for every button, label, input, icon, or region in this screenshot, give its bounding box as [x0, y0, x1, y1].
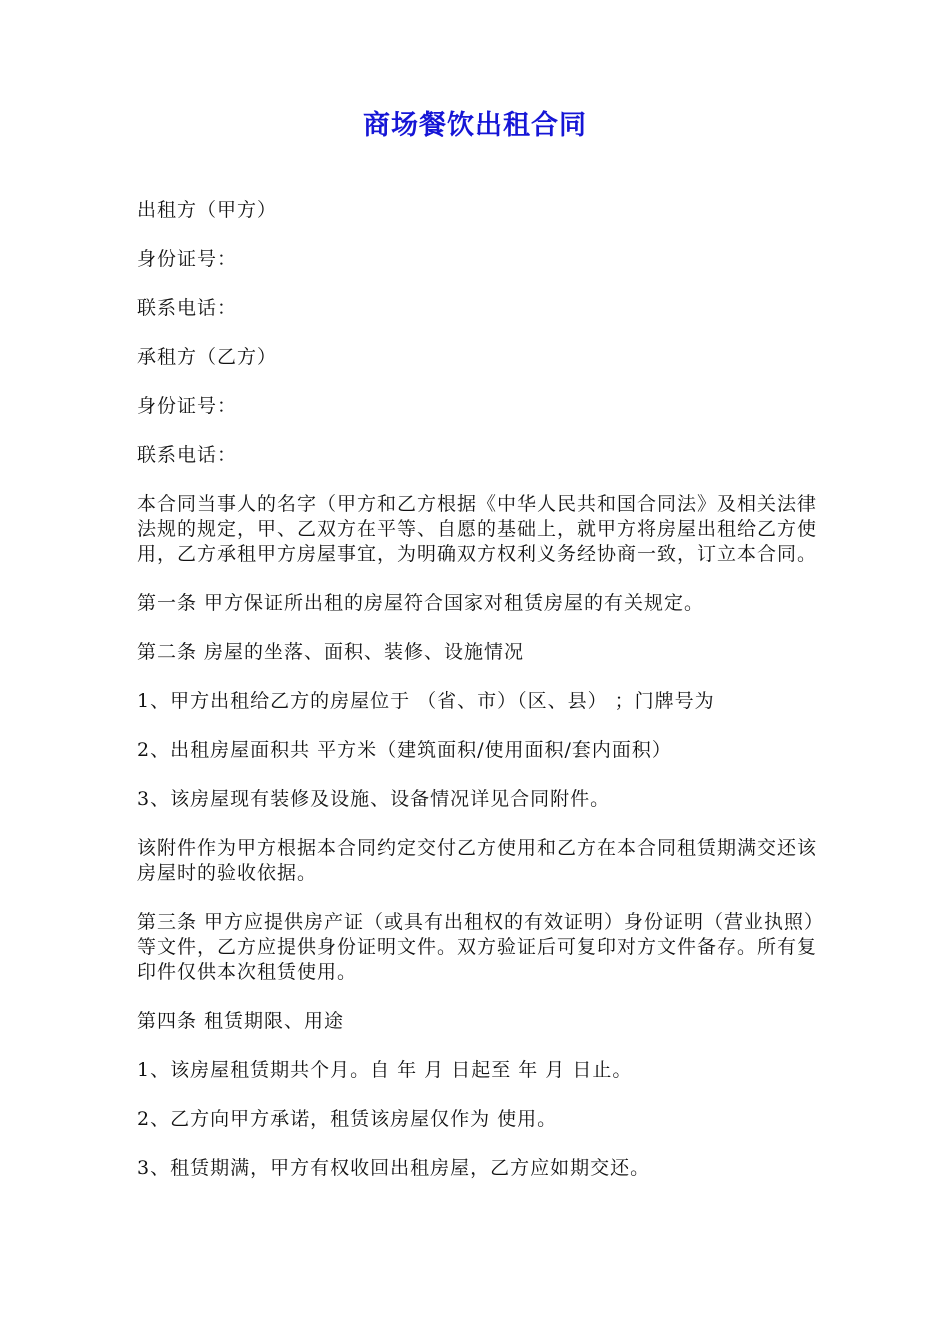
lessor-label: 出租方（甲方） — [137, 199, 278, 221]
article-2-heading: 第二条 房屋的坐落、面积、装修、设施情况 — [137, 641, 525, 663]
article-2-item-3: 3、该房屋现有装修及设施、设备情况详见合同附件。 — [137, 788, 611, 810]
article-4-item-2: 2、乙方向甲方承诺，租赁该房屋仅作为 使用。 — [137, 1108, 558, 1130]
article-2-item-1: 1、甲方出租给乙方的房屋位于 （省、市）（区、县） ；门牌号为 — [137, 690, 715, 712]
article-3: 第三条 甲方应提供房产证（或具有出租权的有效证明）身份证明（营业执照）等文件，乙方应提供身份证明文件。双方验证后可复印对方文件备存。所有复印件仅供本次租赁使用。 — [137, 911, 818, 983]
lessor-phone: 联系电话： — [137, 297, 238, 319]
article-2-item-2: 2、出租房屋面积共 平方米（建筑面积/使用面积/套内面积） — [137, 739, 672, 761]
attachment-note: 该附件作为甲方根据本合同约定交付乙方使用和乙方在本合同租赁期满交还该房屋时的验收依据。 — [137, 837, 818, 884]
article-1: 第一条 甲方保证所出租的房屋符合国家对租赁房屋的有关规定。 — [137, 592, 705, 614]
lessor-id-number: 身份证号： — [137, 248, 238, 270]
article-4-item-3: 3、租赁期满，甲方有权收回出租房屋，乙方应如期交还。 — [137, 1157, 651, 1179]
document-title: 商场餐饮出租合同 — [363, 110, 587, 141]
lessee-phone: 联系电话： — [137, 444, 238, 466]
article-4-heading: 第四条 租赁期限、用途 — [137, 1010, 345, 1032]
lessee-id-number: 身份证号： — [137, 395, 238, 417]
lessee-label: 承租方（乙方） — [137, 346, 278, 368]
contract-preamble: 本合同当事人的名字（甲方和乙方根据《中华人民共和国合同法》及相关法律法规的规定，甲、乙双方在平等、自愿的基础上，就甲方将房屋出租给乙方使用，乙方承租甲方房屋事宜，为明确双方权利义务经协商一致，订立本合同。 — [137, 493, 818, 565]
document-body — [137, 198, 817, 1205]
article-4-item-1: 1、该房屋租赁期共个月。自 年 月 日起至 年 月 日止。 — [137, 1059, 633, 1081]
